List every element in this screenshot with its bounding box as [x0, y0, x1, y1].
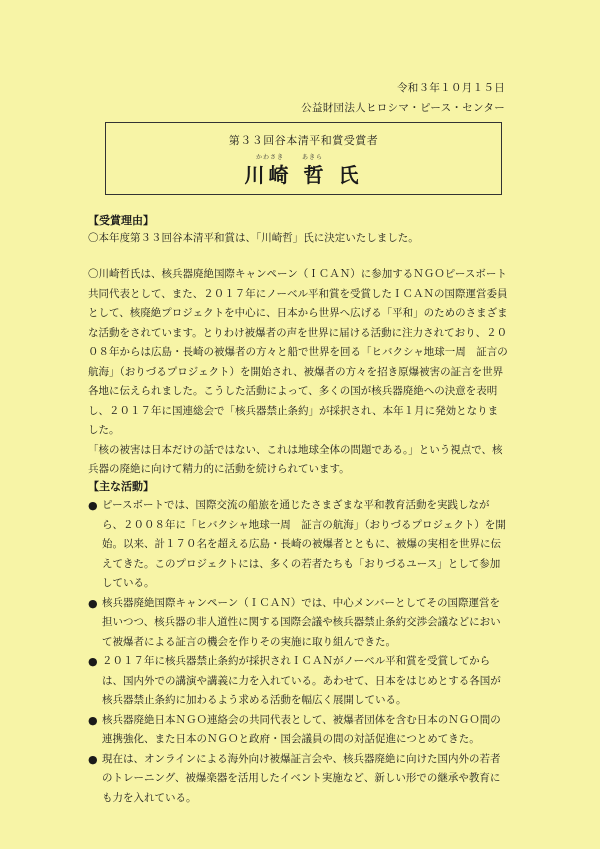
reason-body-block: [88, 265, 508, 480]
reason-heading: 【受賞理由】: [88, 214, 154, 227]
reason-body: 〇川崎哲氏は、核兵器廃絶国際キャンペーン（ＩＣＡＮ）に参加するＮＧＯピースボート共同代表として、また、２０１７年にノーベル平和賞を受賞したＩＣＡＮの国際運営委員として、核廃絶プロジェクトを中心に、日本から世界へ広げる「平和」のためのさまざまな活動をされています。とりわけ被爆者の声を世界に届ける活動に注力されており、２００８年からは広島・長崎の被爆者の方々と船で世界を回る「ヒバクシャ地球一周 証言の航海」（おりづるプロジェクト）を開始され、被爆者の方々を招き原爆被害の証言を世界各地に伝えられました。こうした活動によって、多くの国が核兵器廃絶への決意を表明し、２０１７年に国連総会で「核兵器禁止条約」が採択され、本年１月に発効となりました。: [88, 268, 508, 436]
list-item: [88, 496, 508, 594]
list-item: [88, 594, 508, 653]
activities-heading: 【主な活動】: [88, 480, 154, 493]
award-title: 第３３回谷本清平和賞受賞者: [228, 134, 379, 147]
bullet-icon: ●: [88, 499, 98, 512]
bullet-icon: ●: [88, 752, 98, 766]
reason-intro: 〇本年度第３３回谷本清平和賞は、「川崎哲」氏に決定いたしました。: [88, 232, 419, 244]
bullet-icon: ●: [88, 655, 98, 668]
bullet-icon: ●: [88, 596, 98, 610]
list-item: [88, 711, 508, 750]
activity-text: ピースボートでは、国際交流の船旅を通じたさまざまな平和教育活動を実践しながら、２００８年に「ヒバクシャ地球一周 証言の航海」（おりづるプロジェクト）を開始。以来、計１７０名を超える広島・長崎の被爆者とともに、被爆の実相を世界に伝えてきた。このプロジェクトには、多くの若者たちも「おりづるユース」として参加している。: [102, 499, 506, 589]
award-title-box: [105, 122, 502, 195]
issuing-organization: 公益財団法人ヒロシマ・ピース・センター: [301, 102, 505, 114]
list-item: [88, 750, 508, 809]
recipient-name: 川崎 哲 氏: [244, 163, 363, 187]
activity-text: ２０１７年に核兵器禁止条約が採択されＩＣＡＮがノーベル平和賞を受賞してからは、国内外での講演や講義に力を入れている。あわせて、日本をはじめとする各国が核兵器禁止条約に加わるよう求める活動を幅広く展開している。: [102, 655, 501, 706]
furigana-given: あきら: [302, 154, 324, 161]
activity-text: 現在は、オンラインによる海外向け被爆証言会や、核兵器廃絶に向けた国内外の若者のトレーニング、被爆楽器を活用したイベント実施など、新しい形での継承や教育にも力を入れている。: [102, 752, 501, 804]
activity-text: 核兵器廃絶日本ＮＧＯ連絡会の共同代表として、被爆者団体を含む日本のＮＧＯ間の連携強化、また日本のＮＧＯと政府・国会議員の間の対話促進につとめてきた。: [102, 713, 501, 745]
activity-text: 核兵器廃絶国際キャンペーン（ＩＣＡＮ）では、中心メンバーとしてその国際運営を担いつつ、核兵器の非人道性に関する国際会議や核兵器禁止条約交渉会議などにおいて被爆者による証言の機会を作りその実施に取り組んできた。: [102, 596, 501, 648]
issue-date: 令和３年１０月１５日: [397, 82, 505, 94]
reason-quote: 「核の被害は日本だけの話ではない、これは地球全体の問題である。」という視点で、核兵器の廃絶に向けて精力的に活動を続けられています。: [88, 443, 503, 475]
activities-list: [88, 496, 508, 808]
furigana-family: かわさき: [256, 154, 285, 161]
list-item: [88, 652, 508, 711]
bullet-icon: ●: [88, 713, 98, 727]
